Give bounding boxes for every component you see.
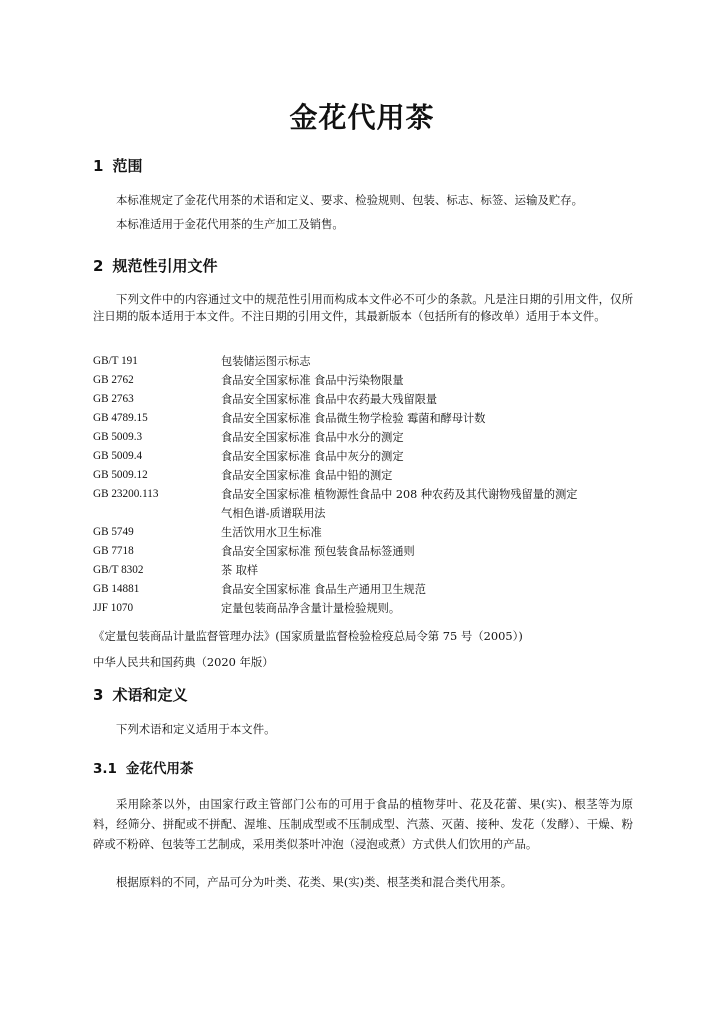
reference-name: 食品安全国家标准 预包装食品标签通则 [221, 545, 415, 558]
reference-code: GB 23200.113 [93, 488, 159, 500]
reference-name: 食品安全国家标准 食品中水分的测定 [221, 431, 404, 444]
section-1-paragraph-1: 本标准规定了金花代用茶的术语和定义、要求、检验规则、包装、标志、标签、运输及贮存。 [116, 193, 584, 207]
reference-row [93, 409, 633, 428]
reference-name: 食品安全国家标准 食品微生物学检验 霉菌和酵母计数 [221, 412, 486, 425]
reference-name: 包装储运图示标志 [221, 355, 311, 368]
section-number: 1 [93, 157, 104, 175]
reference-name: 食品安全国家标准 食品生产通用卫生规范 [221, 583, 426, 596]
reference-code: GB/T 8302 [93, 564, 144, 576]
reference-code: GB 5009.4 [93, 450, 143, 462]
reference-row-continuation [93, 504, 633, 523]
subsection-number: 3.1 [93, 761, 117, 777]
subsection-3-1-paragraph-1: 采用除茶以外，由国家行政主管部门公布的可用于食品的植物芽叶、花及花蕾、果(实)、根茎等为原料，经筛分、拼配或不拼配、渥堆、压制成型或不压制成型、汽蒸、灭菌、接种、发花（发酵）、干燥、粉碎或不粉碎、包装等工艺制成，采用类似茶叶冲泡（浸泡或煮）方式供人们饮用的产品。 [93, 797, 633, 851]
reference-row [93, 390, 633, 409]
reference-row [93, 561, 633, 580]
reference-row [93, 428, 633, 447]
section-number: 2 [93, 257, 104, 275]
reference-code [93, 504, 221, 523]
section-1-heading [93, 155, 142, 176]
reference-name: 食品安全国家标准 食品中污染物限量 [221, 374, 404, 387]
subsection-3-1-heading [93, 757, 193, 777]
section-3-heading [93, 684, 187, 705]
subsection-title: 金花代用茶 [125, 761, 194, 777]
section-number: 3 [93, 686, 104, 704]
reference-name: 茶 取样 [221, 564, 259, 577]
reference-row [93, 523, 633, 542]
reference-note-regulation: 《定量包装商品计量监督管理办法》(国家质量监督检验检疫总局令第 75 号（2005）) [93, 629, 523, 643]
reference-row [93, 371, 633, 390]
section-1-paragraph-2: 本标准适用于金花代用茶的生产加工及销售。 [116, 217, 344, 231]
reference-code: GB 5009.12 [93, 469, 148, 481]
reference-row [93, 466, 633, 485]
reference-code: GB 2762 [93, 374, 134, 386]
reference-code: GB 2763 [93, 393, 134, 405]
reference-code: GB 7718 [93, 545, 134, 557]
reference-row [93, 580, 633, 599]
normative-references-list [93, 352, 633, 618]
reference-note-pharmacopoeia: 中华人民共和国药典（2020 年版） [93, 655, 274, 669]
section-title: 规范性引用文件 [112, 257, 218, 275]
section-title: 术语和定义 [112, 686, 188, 704]
reference-code: GB 4789.15 [93, 412, 148, 424]
reference-name: 生活饮用水卫生标准 [221, 526, 322, 539]
section-2-heading [93, 255, 217, 276]
reference-code: JJF 1070 [93, 602, 134, 614]
reference-row [93, 447, 633, 466]
reference-name: 食品安全国家标准 食品中灰分的测定 [221, 450, 404, 463]
reference-code: GB/T 191 [93, 355, 138, 367]
reference-name: 食品安全国家标准 食品中农药最大残留限量 [221, 393, 438, 406]
reference-row [93, 352, 633, 371]
subsection-3-1-paragraph-2: 根据原料的不同，产品可分为叶类、花类、果(实)类、根茎类和混合类代用茶。 [116, 875, 513, 889]
reference-code: GB 5009.3 [93, 431, 143, 443]
reference-name: 食品安全国家标准 植物源性食品中 208 种农药及其代谢物残留量的测定 [221, 488, 578, 501]
document-title: 金花代用茶 [289, 101, 435, 134]
reference-name: 食品安全国家标准 食品中铅的测定 [221, 469, 393, 482]
reference-code: GB 14881 [93, 583, 140, 595]
reference-row [93, 485, 633, 504]
reference-code: GB 5749 [93, 526, 134, 538]
reference-row [93, 542, 633, 561]
reference-name: 定量包装商品净含量计量检验规则。 [221, 602, 401, 615]
section-2-intro: 下列文件中的内容通过文中的规范性引用而构成本文件必不可少的条款。凡是注日期的引用文件，仅所注日期的版本适用于本文件。不注日期的引用文件，其最新版本（包括所有的修改单）适用于本文件。 [93, 292, 633, 323]
section-title: 范围 [112, 157, 143, 175]
section-3-intro: 下列术语和定义适用于本文件。 [116, 722, 276, 736]
reference-name: 气相色谱-质谱联用法 [221, 507, 326, 520]
reference-row [93, 599, 633, 618]
